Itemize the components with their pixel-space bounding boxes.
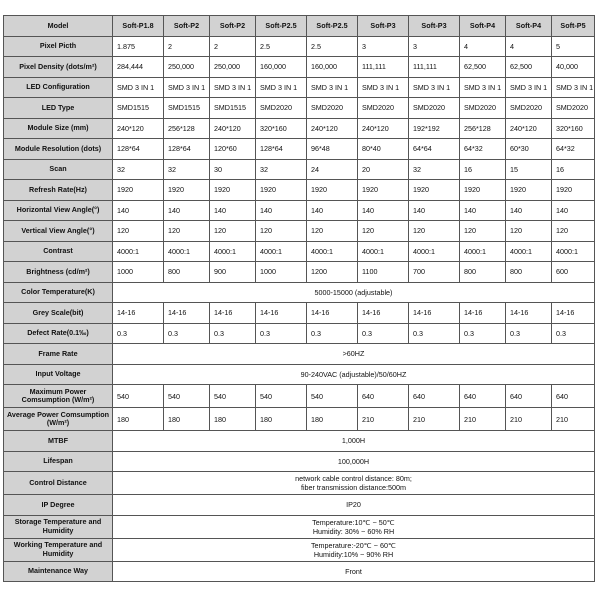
value-cell: 640 (358, 385, 409, 408)
value-cell: SMD1515 (210, 98, 256, 119)
value-cell: 64*64 (409, 139, 460, 160)
value-cell: SMD2020 (460, 98, 506, 119)
value-cell: 240*120 (358, 118, 409, 139)
value-cell: 2.5 (307, 36, 358, 57)
value-cell: 111,111 (409, 57, 460, 78)
value-cell: 14-16 (164, 303, 210, 324)
value-cell: 96*48 (307, 139, 358, 160)
value-cell: 0.3 (460, 323, 506, 344)
value-cell: 700 (409, 262, 460, 283)
value-cell: SMD1515 (164, 98, 210, 119)
value-cell: 4000:1 (409, 241, 460, 262)
value-cell: 120 (307, 221, 358, 242)
value-cell: 0.3 (307, 323, 358, 344)
value-cell: SMD2020 (307, 98, 358, 119)
value-cell: 180 (307, 408, 358, 431)
value-cell: 24 (307, 159, 358, 180)
value-cell: SMD 3 IN 1 (113, 77, 164, 98)
value-cell: 4000:1 (307, 241, 358, 262)
value-cell: 4000:1 (113, 241, 164, 262)
header-cell: Soft-P3 (358, 16, 409, 37)
header-cell: Soft-P4 (460, 16, 506, 37)
value-cell: 210 (552, 408, 595, 431)
value-cell: SMD1515 (113, 98, 164, 119)
value-cell: 800 (506, 262, 552, 283)
value-cell: 210 (358, 408, 409, 431)
table-row (4, 118, 595, 139)
value-cell: 540 (307, 385, 358, 408)
header-cell: Soft-P5 (552, 16, 595, 37)
table-row (4, 57, 595, 78)
row-label: Control Distance (4, 472, 113, 495)
header-row (4, 16, 595, 37)
value-cell: 210 (460, 408, 506, 431)
value-cell: 240*120 (307, 118, 358, 139)
value-cell: SMD 3 IN 1 (506, 77, 552, 98)
value-cell: 120 (409, 221, 460, 242)
row-label: Module Size (mm) (4, 118, 113, 139)
table-row (4, 408, 595, 431)
value-cell: 0.3 (409, 323, 460, 344)
value-cell: 40,000 (552, 57, 595, 78)
row-label: Grey Scale(bit) (4, 303, 113, 324)
value-cell: SMD 3 IN 1 (256, 77, 307, 98)
table-row (4, 159, 595, 180)
value-cell: 540 (256, 385, 307, 408)
value-cell: 14-16 (460, 303, 506, 324)
value-cell: 16 (552, 159, 595, 180)
merged-value-cell: Front (113, 561, 595, 582)
value-cell: 210 (506, 408, 552, 431)
table-row (4, 431, 595, 452)
row-label: Module Resolution (dots) (4, 139, 113, 160)
value-cell: 14-16 (113, 303, 164, 324)
value-cell: 1920 (113, 180, 164, 201)
value-cell: 140 (164, 200, 210, 221)
value-cell: 240*120 (113, 118, 164, 139)
value-cell: 4000:1 (256, 241, 307, 262)
header-cell: Soft-P3 (409, 16, 460, 37)
table-row (4, 241, 595, 262)
value-cell: 140 (506, 200, 552, 221)
value-cell: 120 (358, 221, 409, 242)
value-cell: 1920 (256, 180, 307, 201)
value-cell: 128*64 (256, 139, 307, 160)
row-label: Vertical View Angle(°) (4, 221, 113, 242)
table-row (4, 561, 595, 582)
header-cell: Soft-P4 (506, 16, 552, 37)
value-cell: 4000:1 (460, 241, 506, 262)
value-cell: 1.875 (113, 36, 164, 57)
row-label: Color Temperature(K) (4, 282, 113, 303)
value-cell: 256*128 (460, 118, 506, 139)
value-cell: 62,500 (506, 57, 552, 78)
value-cell: SMD 3 IN 1 (307, 77, 358, 98)
header-cell: Model (4, 16, 113, 37)
row-label: Frame Rate (4, 344, 113, 365)
value-cell: 120*60 (210, 139, 256, 160)
table-row (4, 344, 595, 365)
value-cell: 32 (256, 159, 307, 180)
table-row (4, 77, 595, 98)
value-cell: SMD 3 IN 1 (409, 77, 460, 98)
value-cell: 1920 (307, 180, 358, 201)
value-cell: 1920 (506, 180, 552, 201)
value-cell: 250,000 (164, 57, 210, 78)
value-cell: 140 (460, 200, 506, 221)
value-cell: 640 (552, 385, 595, 408)
value-cell: 120 (552, 221, 595, 242)
value-cell: 180 (164, 408, 210, 431)
value-cell: 320*160 (256, 118, 307, 139)
value-cell: 180 (210, 408, 256, 431)
value-cell: 1920 (460, 180, 506, 201)
value-cell: 14-16 (409, 303, 460, 324)
value-cell: 62,500 (460, 57, 506, 78)
value-cell: 640 (460, 385, 506, 408)
value-cell: 111,111 (358, 57, 409, 78)
value-cell: 192*192 (409, 118, 460, 139)
value-cell: 540 (164, 385, 210, 408)
value-cell: SMD 3 IN 1 (210, 77, 256, 98)
value-cell: 60*30 (506, 139, 552, 160)
value-cell: SMD 3 IN 1 (358, 77, 409, 98)
value-cell: 140 (307, 200, 358, 221)
value-cell: 180 (113, 408, 164, 431)
value-cell: 240*120 (506, 118, 552, 139)
value-cell: SMD2020 (409, 98, 460, 119)
row-label: LED Configuration (4, 77, 113, 98)
table-row (4, 200, 595, 221)
row-label: MTBF (4, 431, 113, 452)
value-cell: 4000:1 (164, 241, 210, 262)
spec-table-container (3, 15, 595, 582)
table-row (4, 98, 595, 119)
value-cell: 4000:1 (552, 241, 595, 262)
value-cell: 140 (210, 200, 256, 221)
value-cell: 1000 (113, 262, 164, 283)
value-cell: 120 (164, 221, 210, 242)
value-cell: 1100 (358, 262, 409, 283)
value-cell: 600 (552, 262, 595, 283)
value-cell: 120 (210, 221, 256, 242)
merged-value-cell: 5000-15000 (adjustable) (113, 282, 595, 303)
table-row (4, 515, 595, 538)
value-cell: 160,000 (256, 57, 307, 78)
value-cell: 2 (210, 36, 256, 57)
value-cell: 32 (113, 159, 164, 180)
value-cell: 640 (506, 385, 552, 408)
merged-value-cell: 90-240VAC (adjustable)/50/60HZ (113, 364, 595, 385)
value-cell: 3 (409, 36, 460, 57)
value-cell: 800 (460, 262, 506, 283)
value-cell: 320*160 (552, 118, 595, 139)
table-row (4, 36, 595, 57)
merged-value-cell: IP20 (113, 495, 595, 516)
merged-value-cell: >60HZ (113, 344, 595, 365)
value-cell: 120 (460, 221, 506, 242)
value-cell: 14-16 (358, 303, 409, 324)
value-cell: 2 (164, 36, 210, 57)
value-cell: 250,000 (210, 57, 256, 78)
merged-value-cell: 100,000H (113, 451, 595, 472)
value-cell: 120 (256, 221, 307, 242)
value-cell: 30 (210, 159, 256, 180)
value-cell: 0.3 (210, 323, 256, 344)
row-label: IP Degree (4, 495, 113, 516)
value-cell: 210 (409, 408, 460, 431)
value-cell: 14-16 (506, 303, 552, 324)
value-cell: 14-16 (307, 303, 358, 324)
header-cell: Soft-P1.8 (113, 16, 164, 37)
spec-table (3, 15, 595, 582)
value-cell: 140 (409, 200, 460, 221)
row-label: Contrast (4, 241, 113, 262)
value-cell: 1920 (552, 180, 595, 201)
value-cell: 64*32 (552, 139, 595, 160)
row-label: Storage Temperature and Humidity (4, 515, 113, 538)
value-cell: 140 (552, 200, 595, 221)
row-label: Defect Rate(0.1‰) (4, 323, 113, 344)
value-cell: 0.3 (113, 323, 164, 344)
value-cell: 2.5 (256, 36, 307, 57)
value-cell: 1200 (307, 262, 358, 283)
value-cell: 4000:1 (506, 241, 552, 262)
value-cell: SMD2020 (552, 98, 595, 119)
row-label: Maximum Power Comsumption (W/m²) (4, 385, 113, 408)
value-cell: 0.3 (256, 323, 307, 344)
value-cell: 16 (460, 159, 506, 180)
value-cell: SMD 3 IN 1 (552, 77, 595, 98)
value-cell: SMD2020 (506, 98, 552, 119)
value-cell: 4000:1 (358, 241, 409, 262)
value-cell: 32 (409, 159, 460, 180)
value-cell: 240*120 (210, 118, 256, 139)
value-cell: 128*64 (164, 139, 210, 160)
value-cell: 900 (210, 262, 256, 283)
value-cell: 14-16 (210, 303, 256, 324)
value-cell: 20 (358, 159, 409, 180)
value-cell: 540 (210, 385, 256, 408)
value-cell: 64*32 (460, 139, 506, 160)
value-cell: SMD2020 (256, 98, 307, 119)
value-cell: 120 (506, 221, 552, 242)
row-label: Maintenance Way (4, 561, 113, 582)
table-row (4, 385, 595, 408)
table-row (4, 451, 595, 472)
value-cell: 140 (358, 200, 409, 221)
row-label: Refresh Rate(Hz) (4, 180, 113, 201)
value-cell: 4000:1 (210, 241, 256, 262)
value-cell: 540 (113, 385, 164, 408)
table-row (4, 538, 595, 561)
value-cell: 14-16 (552, 303, 595, 324)
row-label: Horizontal View Angle(°) (4, 200, 113, 221)
spec-table-body (4, 36, 595, 582)
merged-value-cell: network cable control distance: 80m; fiber transmission distance:500m (113, 472, 595, 495)
row-label: Pixel Picth (4, 36, 113, 57)
header-cell: Soft-P2.5 (307, 16, 358, 37)
value-cell: 0.3 (358, 323, 409, 344)
table-row (4, 180, 595, 201)
row-label: LED Type (4, 98, 113, 119)
value-cell: SMD 3 IN 1 (460, 77, 506, 98)
table-row (4, 472, 595, 495)
value-cell: 128*64 (113, 139, 164, 160)
row-label: Scan (4, 159, 113, 180)
table-row (4, 262, 595, 283)
row-label: Brightness (cd/m²) (4, 262, 113, 283)
header-cell: Soft-P2 (210, 16, 256, 37)
value-cell: 180 (256, 408, 307, 431)
value-cell: 80*40 (358, 139, 409, 160)
table-row (4, 303, 595, 324)
value-cell: 120 (113, 221, 164, 242)
table-row (4, 221, 595, 242)
value-cell: 5 (552, 36, 595, 57)
row-label: Average Power Comsumption (W/m²) (4, 408, 113, 431)
value-cell: 32 (164, 159, 210, 180)
header-cell: Soft-P2 (164, 16, 210, 37)
value-cell: 1920 (164, 180, 210, 201)
merged-value-cell: 1,000H (113, 431, 595, 452)
table-row (4, 139, 595, 160)
table-row (4, 282, 595, 303)
header-cell: Soft-P2.5 (256, 16, 307, 37)
value-cell: 160,000 (307, 57, 358, 78)
value-cell: 640 (409, 385, 460, 408)
value-cell: 4 (506, 36, 552, 57)
table-row (4, 364, 595, 385)
value-cell: 1920 (409, 180, 460, 201)
value-cell: 1920 (210, 180, 256, 201)
value-cell: 15 (506, 159, 552, 180)
row-label: Lifespan (4, 451, 113, 472)
value-cell: 284,444 (113, 57, 164, 78)
value-cell: 140 (113, 200, 164, 221)
value-cell: 1920 (358, 180, 409, 201)
row-label: Input Voltage (4, 364, 113, 385)
value-cell: 1000 (256, 262, 307, 283)
value-cell: 0.3 (552, 323, 595, 344)
value-cell: SMD2020 (358, 98, 409, 119)
value-cell: 800 (164, 262, 210, 283)
merged-value-cell: Temperature:10℃ ~ 50℃ Humidity: 30% ~ 60% RH (113, 515, 595, 538)
value-cell: SMD 3 IN 1 (164, 77, 210, 98)
value-cell: 0.3 (164, 323, 210, 344)
table-row (4, 495, 595, 516)
value-cell: 256*128 (164, 118, 210, 139)
value-cell: 14-16 (256, 303, 307, 324)
table-row (4, 323, 595, 344)
value-cell: 140 (256, 200, 307, 221)
merged-value-cell: Temperature:-20℃ ~ 60℃ Humidity:10% ~ 90% RH (113, 538, 595, 561)
value-cell: 4 (460, 36, 506, 57)
row-label: Working Temperature and Humidity (4, 538, 113, 561)
value-cell: 0.3 (506, 323, 552, 344)
value-cell: 3 (358, 36, 409, 57)
row-label: Pixel Density (dots/m²) (4, 57, 113, 78)
